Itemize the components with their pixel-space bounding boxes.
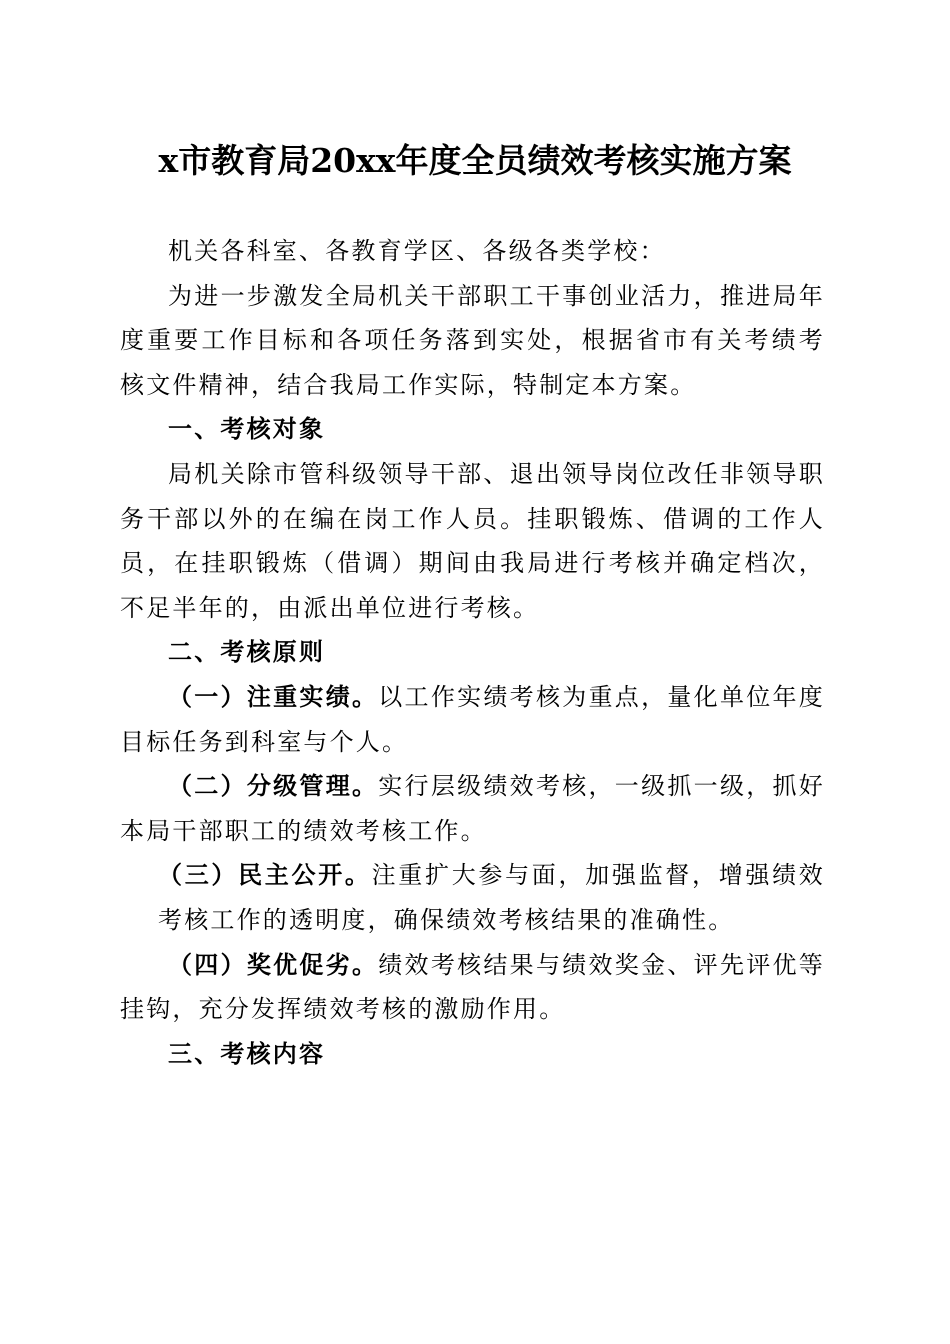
section-heading-2: 二、考核原则 [168, 638, 326, 667]
principle-3-lead: （三）民主公开。 [158, 860, 372, 890]
intro-paragraph: 为进一步激发全局机关干部职工干事创业活力，推进局年度重要工作目标和各项任务落到实处，根据省市有关考绩考核文件精神，结合我局工作实际，特制定本方案。 [120, 281, 825, 399]
principle-4-lead: （四）奖优促劣。 [168, 949, 379, 979]
section-heading-1: 一、考核对象 [168, 415, 326, 444]
principle-3-text: 注重扩大参与面，加强监督，增强绩效考核工作的透明度，确保绩效考核结果的准确性。 [158, 861, 825, 934]
principle-2-lead: （二）分级管理。 [168, 771, 379, 801]
section-1-paragraph: 局机关除市管科级领导干部、退出领导岗位改任非领导职务干部以外的在编在岗工作人员。挂职锻炼、借调的工作人员，在挂职锻炼（借调）期间由我局进行考核并确定档次，不足半年的，由派出单位进行考核。 [120, 459, 825, 622]
document-title: x市教育局20xx年度全员绩效考核实施方案 [158, 141, 792, 180]
principle-1-text: 以工作实绩考核为重点，量化单位年度目标任务到科室与个人。 [120, 682, 825, 756]
principle-1 [120, 675, 825, 764]
principle-2-text: 实行层级绩效考核，一级抓一级，抓好本局干部职工的绩效考核工作。 [120, 772, 825, 845]
salutation: 机关各科室、各教育学区、各级各类学校： [168, 237, 666, 265]
principle-3 [120, 853, 825, 942]
document-body [120, 229, 825, 1076]
principle-1-lead: （一）注重实绩。 [168, 681, 379, 711]
principle-2 [120, 764, 825, 853]
section-heading-3: 三、考核内容 [168, 1039, 326, 1068]
principle-4 [120, 943, 825, 1032]
principle-4-text: 绩效考核结果与绩效奖金、评先评优等挂钩，充分发挥绩效考核的激励作用。 [120, 950, 825, 1024]
